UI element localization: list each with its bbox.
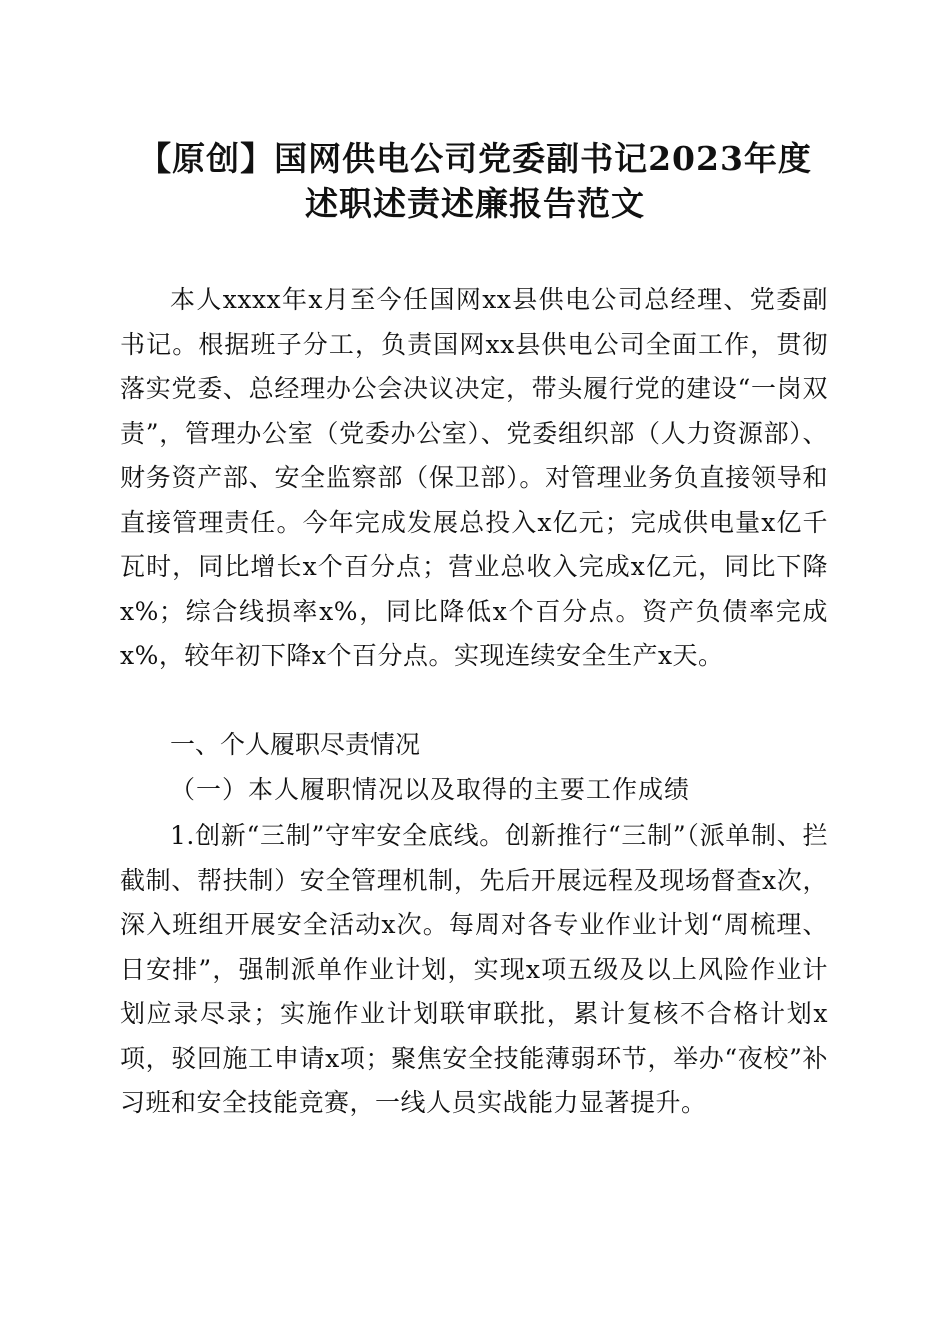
intro-paragraph: 本人xxxx年x月至今任国网xx县供电公司总经理、党委副书记。根据班子分工，负责国网xx县供电公司全面工作，贯彻落实党委、总经理办公会决议决定，带头履行党的建设“一岗双责”，管理办公室（党委办公室）、党委组织部（人力资源部）、财务资产部、安全监察部（保卫部）。对管理业务负直接领导和直接管理责任。今年完成发展总投入x亿元；完成供电量x亿千瓦时，同比增长x个百分点；营业总收入完成x亿元，同比下降x%；综合线损率x%，同比降低x个百分点。资产负债率完成x%，较年初下降x个百分点。实现连续安全生产x天。 [120,285,828,670]
item-paragraph-block [120,814,828,1126]
item-paragraph-1: 1.创新“三制”守牢安全底线。创新推行“三制”（派单制、拦截制、帮扶制）安全管理机制，先后开展远程及现场督查x次，深入班组开展安全活动x次。每周对各专业作业计划“周梳理、日安排”，强制派单作业计划，实现x项五级及以上风险作业计划应录尽录；实施作业计划联审联批，累计复核不合格计划x项，驳回施工申请x项；聚焦安全技能薄弱环节，举办“夜校”补习班和安全技能竞赛，一线人员实战能力显著提升。 [120,821,828,1117]
section-heading: 一、个人履职尽责情况 [170,730,421,759]
subsection-heading: （一）本人履职情况以及取得的主要工作成绩 [170,775,691,804]
document-title-line-1: 【原创】国网供电公司党委副书记2023年度 [138,139,812,178]
intro-paragraph-block [120,278,828,679]
document-title-line-2: 述职述责述廉报告范文 [305,184,645,223]
